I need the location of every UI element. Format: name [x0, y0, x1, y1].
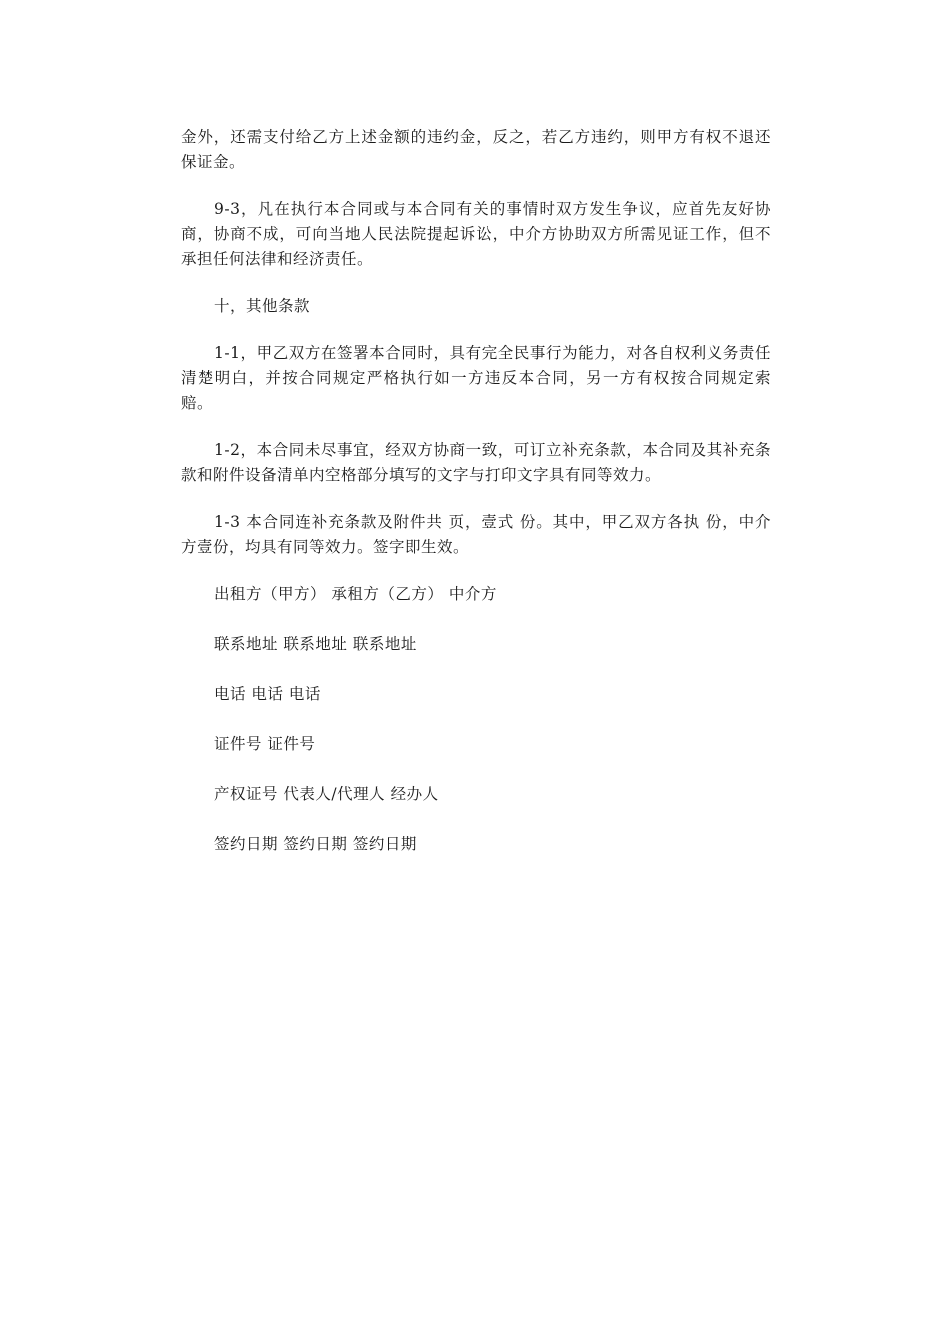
paragraph-9-3: 9-3，凡在执行本合同或与本合同有关的事情时双方发生争议，应首先友好协商，协商不成，可向当地人民法院提起诉讼，中介方协助双方所需见证工作，但不承担任何法律和经济责任。 [181, 200, 771, 268]
signature-phones: 电话 电话 电话 [214, 685, 321, 703]
paragraph-continuation: 金外，还需支付给乙方上述金额的违约金，反之，若乙方违约，则甲方有权不退还保证金。 [181, 128, 771, 171]
signature-dates: 签约日期 签约日期 签约日期 [214, 835, 417, 853]
signature-id-numbers: 证件号 证件号 [214, 735, 316, 753]
paragraph-1-1: 1-1，甲乙双方在签署本合同时，具有完全民事行为能力，对各自权利义务责任清楚明白，并按合同规定严格执行如一方违反本合同，另一方有权按合同规定索赔。 [181, 344, 771, 412]
document-body [181, 125, 771, 882]
signature-property-agents: 产权证号 代表人/代理人 经办人 [214, 785, 439, 803]
paragraph-1-3: 1-3 本合同连补充条款及附件共 页，壹式 份。其中，甲乙双方各执 份，中介方壹份，均具有同等效力。签字即生效。 [181, 513, 771, 556]
signature-parties: 出租方（甲方） 承租方（乙方） 中介方 [214, 585, 497, 603]
section-heading-other-terms: 十，其他条款 [214, 297, 311, 315]
signature-addresses: 联系地址 联系地址 联系地址 [214, 635, 417, 653]
paragraph-1-2: 1-2，本合同未尽事宜，经双方协商一致，可订立补充条款，本合同及其补充条款和附件设备清单内空格部分填写的文字与打印文字具有同等效力。 [181, 441, 771, 484]
